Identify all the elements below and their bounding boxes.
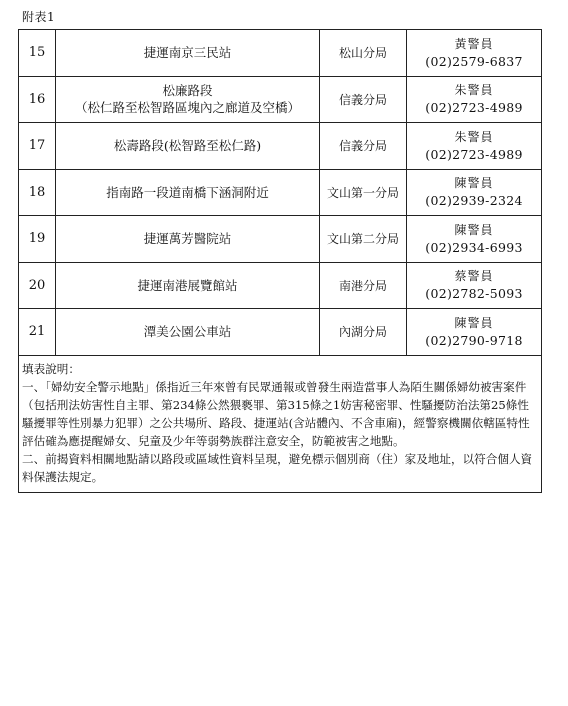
location-text: 捷運南港展覽館站 [137,277,238,293]
location-cell [56,309,320,356]
police-precinct: 信義分局 [320,76,407,123]
contact-cell [407,309,542,356]
location-text: 松壽路段(松智路至松仁路) [113,138,262,154]
contact-name: 陳警員 [454,222,494,237]
location-cell [56,262,320,309]
notes-item-2: 二、前揭資料相關地點請以路段或區域性資料呈現，避免標示個別商（住）家及地址，以符合個人資料保護法規定。 [22,451,533,484]
location-text: 潭美公園公車站 [143,324,232,340]
contact-phone: (02)2723-4989 [425,100,523,116]
location-cell [56,169,320,216]
row-number: 19 [19,216,56,263]
location-text: 捷運萬芳醫院站 [143,231,232,247]
row-number: 18 [19,169,56,216]
table-row [19,169,542,216]
table-row [19,123,542,170]
contact-name: 黃警員 [454,36,494,51]
contact-cell [407,76,542,123]
table-row [19,262,542,309]
table-row [19,309,542,356]
table-row [19,30,542,77]
contact-cell [407,123,542,170]
police-precinct: 文山第二分局 [320,216,407,263]
location-text: 松廉路段 [162,83,213,99]
contact-name: 陳警員 [454,176,494,191]
location-text: 捷運南京三民站 [143,45,232,61]
row-number: 20 [19,262,56,309]
contact-phone: (02)2723-4989 [425,146,523,162]
contact-phone: (02)2934-6993 [425,239,523,255]
contact-cell [407,30,542,77]
contact-cell [407,169,542,216]
police-precinct: 內湖分局 [320,309,407,356]
table-body [19,30,542,493]
row-number: 17 [19,123,56,170]
location-cell [56,123,320,170]
police-precinct: 松山分局 [320,30,407,77]
warning-locations-table [18,29,542,493]
contact-phone: (02)2790-9718 [425,332,523,348]
police-precinct: 文山第一分局 [320,169,407,216]
contact-cell [407,262,542,309]
row-number: 16 [19,76,56,123]
police-precinct: 信義分局 [320,123,407,170]
row-number: 15 [19,30,56,77]
contact-phone: (02)2579-6837 [425,53,523,69]
appendix-label: 附表1 [22,10,56,24]
table-row [19,76,542,123]
location-subtext: （松仁路至松智路區塊內之廊道及空橋） [74,100,300,116]
location-text: 指南路一段道南橋下涵洞附近 [106,184,269,200]
contact-phone: (02)2782-5093 [425,286,523,302]
police-precinct: 南港分局 [320,262,407,309]
contact-cell [407,216,542,263]
notes-row [19,355,542,492]
contact-name: 蔡警員 [454,269,494,284]
notes-item-1: 一、「婦幼安全警示地點」係指近三年來曾有民眾通報或曾發生兩造當事人為陌生關係婦幼被害案件（包括刑法妨害性自主罪、第234條公然猥褻罪、第315條之1妨害秘密罪、性騷擾防治法第25條性騷擾罪等性別暴力犯罪）之公共場所、路段、捷運站(含站體內、不含車廂)，經警察機關依轄區特性評估確為應提醒婦女、兒童及少年等弱勢族群注意安全，防範被害之地點。 [22,379,530,448]
notes-heading: 填表說明： [22,361,80,376]
location-cell [56,76,320,123]
contact-name: 朱警員 [454,129,494,144]
table-row [19,216,542,263]
location-cell [56,30,320,77]
notes-cell [19,355,542,492]
contact-name: 陳警員 [454,315,494,330]
contact-name: 朱警員 [454,83,494,98]
location-cell [56,216,320,263]
row-number: 21 [19,309,56,356]
contact-phone: (02)2939-2324 [425,193,523,209]
